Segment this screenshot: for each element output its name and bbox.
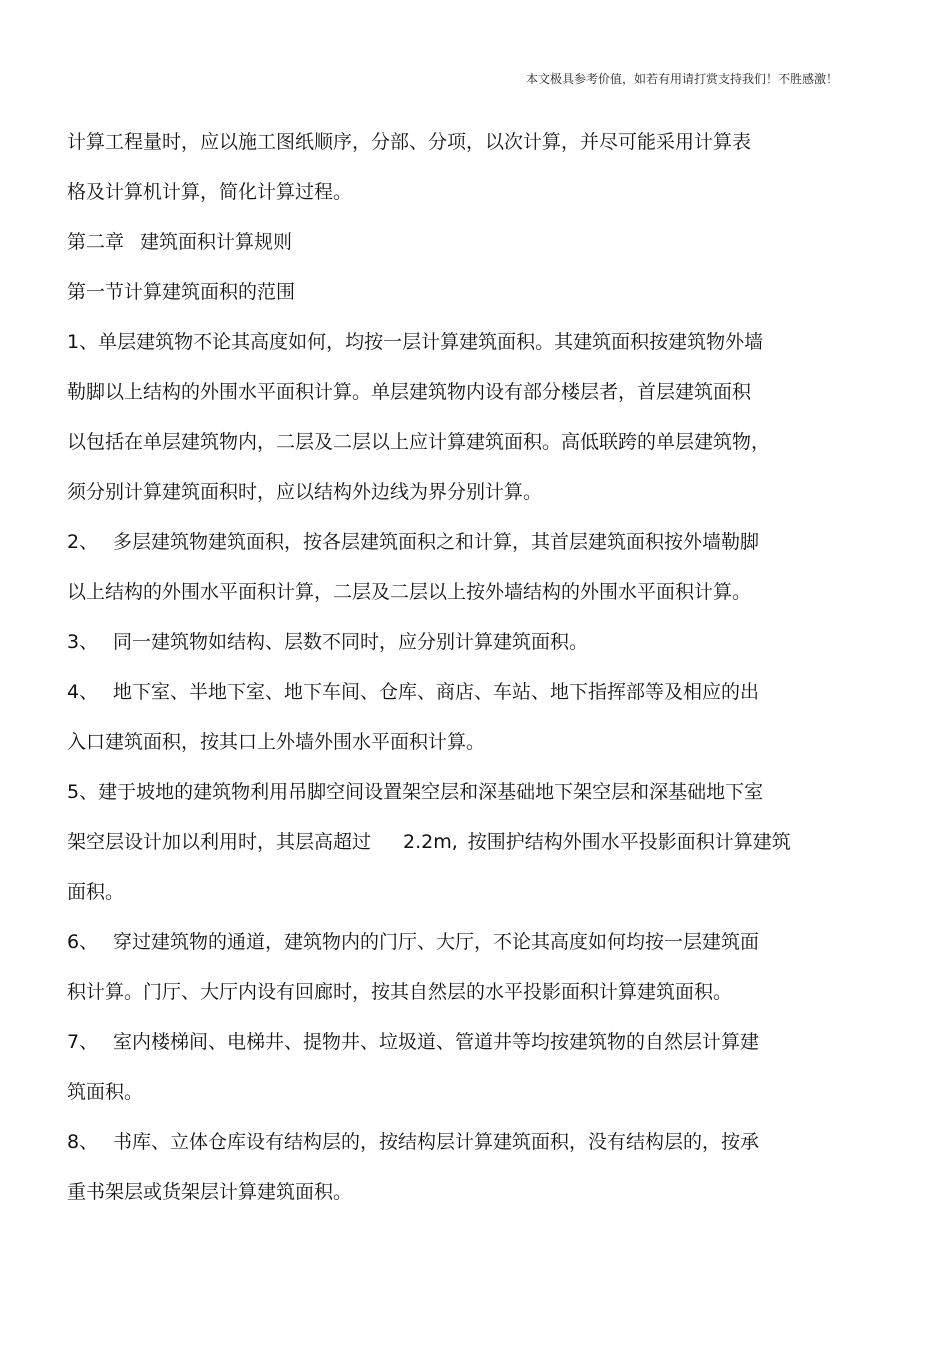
intro-line: 计算工程量时，应以施工图纸顺序，分部、分项，以次计算，并尽可能采用计算表 bbox=[67, 131, 752, 153]
list-item-line: 积计算。门厅、大厅内设有回廊时，按其自然层的水平投影面积计算建筑面积。 bbox=[67, 981, 733, 1003]
item-number: 6、 bbox=[67, 931, 99, 953]
list-item-line bbox=[67, 929, 759, 955]
list-item-line bbox=[67, 679, 759, 705]
list-item-line: 重书架层或货架层计算建筑面积。 bbox=[67, 1181, 353, 1203]
list-item-line bbox=[67, 329, 763, 355]
list-item-line bbox=[67, 829, 791, 855]
list-item-line: 须分别计算建筑面积时，应以结构外边线为界分别计算。 bbox=[67, 481, 543, 503]
item-text: 架空层设计加以利用时，其层高超过 bbox=[67, 831, 372, 853]
item-text: 地下室、半地下室、地下车间、仓库、商店、车站、地下指挥部等及相应的出 bbox=[113, 681, 760, 703]
item-text: 穿过建筑物的通道，建筑物内的门厅、大厅，不论其高度如何均按一层建筑面 bbox=[113, 931, 760, 953]
item-text: 建于坡地的建筑物利用吊脚空间设置架空层和深基础地下架空层和深基础地下室 bbox=[98, 781, 764, 803]
item-text: 多层建筑物建筑面积，按各层建筑面积之和计算，其首层建筑面积按外墙勒脚 bbox=[113, 531, 760, 553]
section-title: 第一节计算建筑面积的范围 bbox=[67, 281, 296, 303]
height-value: 2.2m, bbox=[403, 831, 458, 853]
list-item-line bbox=[67, 779, 763, 805]
item-text: 单层建筑物不论其高度如何，均按一层计算建筑面积。其建筑面积按建筑物外墙 bbox=[98, 331, 764, 353]
header-note: 本文极具参考价值，如若有用请打赏支持我们！不胜感激！ bbox=[525, 72, 838, 86]
item-number: 2、 bbox=[67, 531, 99, 553]
list-item-line: 面积。 bbox=[67, 881, 125, 903]
item-number: 4、 bbox=[67, 681, 99, 703]
chapter-heading bbox=[67, 229, 292, 255]
item-number: 3、 bbox=[67, 631, 99, 653]
chapter-title: 建筑面积计算规则 bbox=[140, 231, 293, 253]
intro-line: 格及计算机计算，简化计算过程。 bbox=[67, 181, 353, 203]
list-item-line bbox=[67, 1029, 759, 1055]
item-text: 室内楼梯间、电梯井、提物井、垃圾道、管道井等均按建筑物的自然层计算建 bbox=[113, 1031, 760, 1053]
list-item-line: 入口建筑面积，按其口上外墙外围水平面积计算。 bbox=[67, 731, 486, 753]
item-number: 8、 bbox=[67, 1131, 99, 1153]
list-item-line bbox=[67, 1129, 759, 1155]
list-item-line bbox=[67, 529, 759, 555]
list-item-line: 勒脚以上结构的外围水平面积计算。单层建筑物内设有部分楼层者，首层建筑面积 bbox=[67, 381, 752, 403]
list-item-line: 筑面积。 bbox=[67, 1081, 144, 1103]
list-item-line: 以上结构的外围水平面积计算，二层及二层以上按外墙结构的外围水平面积计算。 bbox=[67, 581, 752, 603]
item-number: 5、 bbox=[67, 781, 99, 803]
list-item-line: 以包括在单层建筑物内，二层及二层以上应计算建筑面积。高低联跨的单层建筑物， bbox=[67, 431, 771, 453]
item-text: 同一建筑物如结构、层数不同时，应分别计算建筑面积。 bbox=[113, 631, 589, 653]
item-text: 按围护结构外围水平投影面积计算建筑 bbox=[467, 831, 791, 853]
item-number: 7、 bbox=[67, 1031, 99, 1053]
item-text: 书库、立体仓库设有结构层的，按结构层计算建筑面积，没有结构层的，按承 bbox=[113, 1131, 760, 1153]
item-number: 1、 bbox=[67, 331, 99, 353]
chapter-number: 第二章 bbox=[67, 231, 125, 253]
list-item-line bbox=[67, 629, 588, 655]
